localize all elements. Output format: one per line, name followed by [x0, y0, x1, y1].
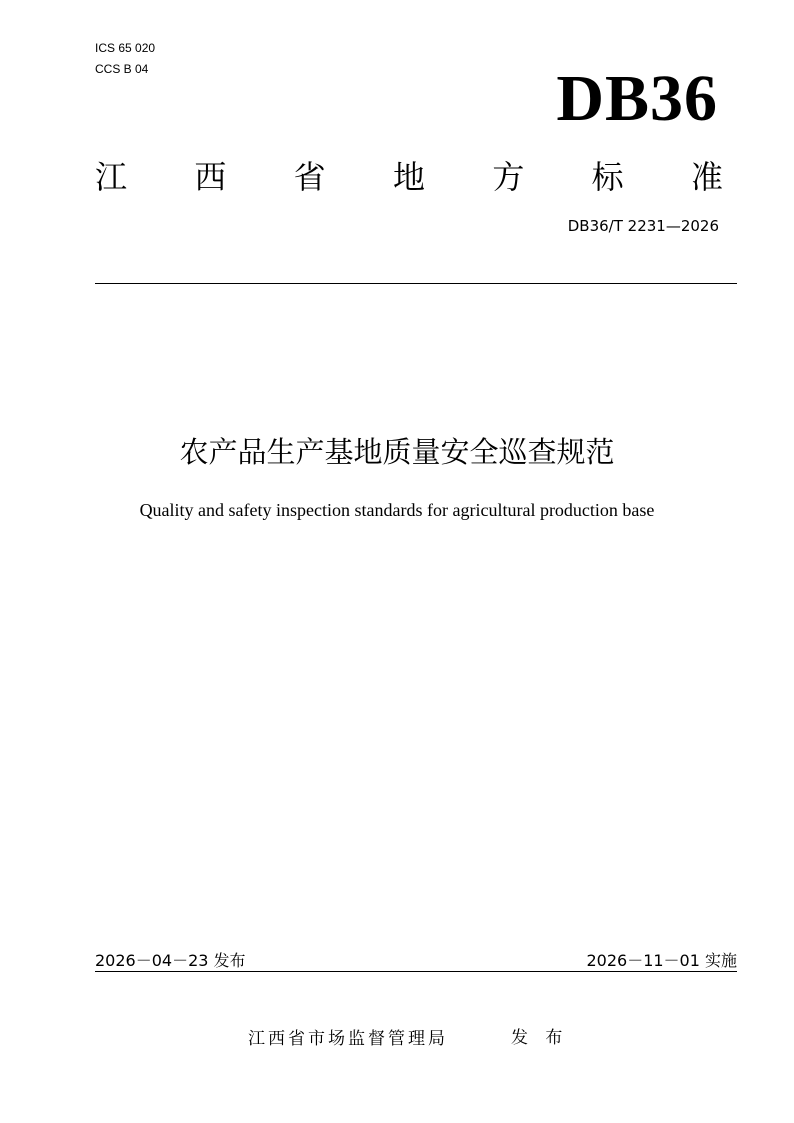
- date-row: [95, 950, 737, 971]
- document-title-chinese: 农产品生产基地质量安全巡查规范: [179, 435, 615, 469]
- document-title-english: Quality and safety inspection standards for agricultural production base: [139, 500, 655, 520]
- category-char: 地: [392, 158, 425, 196]
- standard-number: DB36/T 2231—2026: [567, 217, 719, 235]
- category-char: 省: [293, 158, 326, 196]
- db36-logo: DB36: [556, 62, 718, 135]
- standard-category-title: [95, 155, 723, 195]
- category-char: 西: [194, 158, 227, 196]
- implement-date: 2026－11－01 实施: [586, 951, 737, 970]
- category-char: 准: [690, 158, 723, 196]
- ics-code: ICS 65 020: [95, 41, 156, 55]
- issuing-authority: 江西省市场监督管理局: [248, 1029, 448, 1049]
- category-char: 江: [95, 158, 128, 196]
- publish-date: 2026－04－23 发布: [95, 951, 246, 970]
- bottom-divider: [95, 971, 737, 972]
- issue-label: 发 布: [511, 1028, 569, 1048]
- category-char: 标: [591, 158, 624, 196]
- category-char: 方: [492, 158, 525, 196]
- ccs-code: CCS B 04: [95, 62, 149, 76]
- top-divider: [95, 283, 737, 284]
